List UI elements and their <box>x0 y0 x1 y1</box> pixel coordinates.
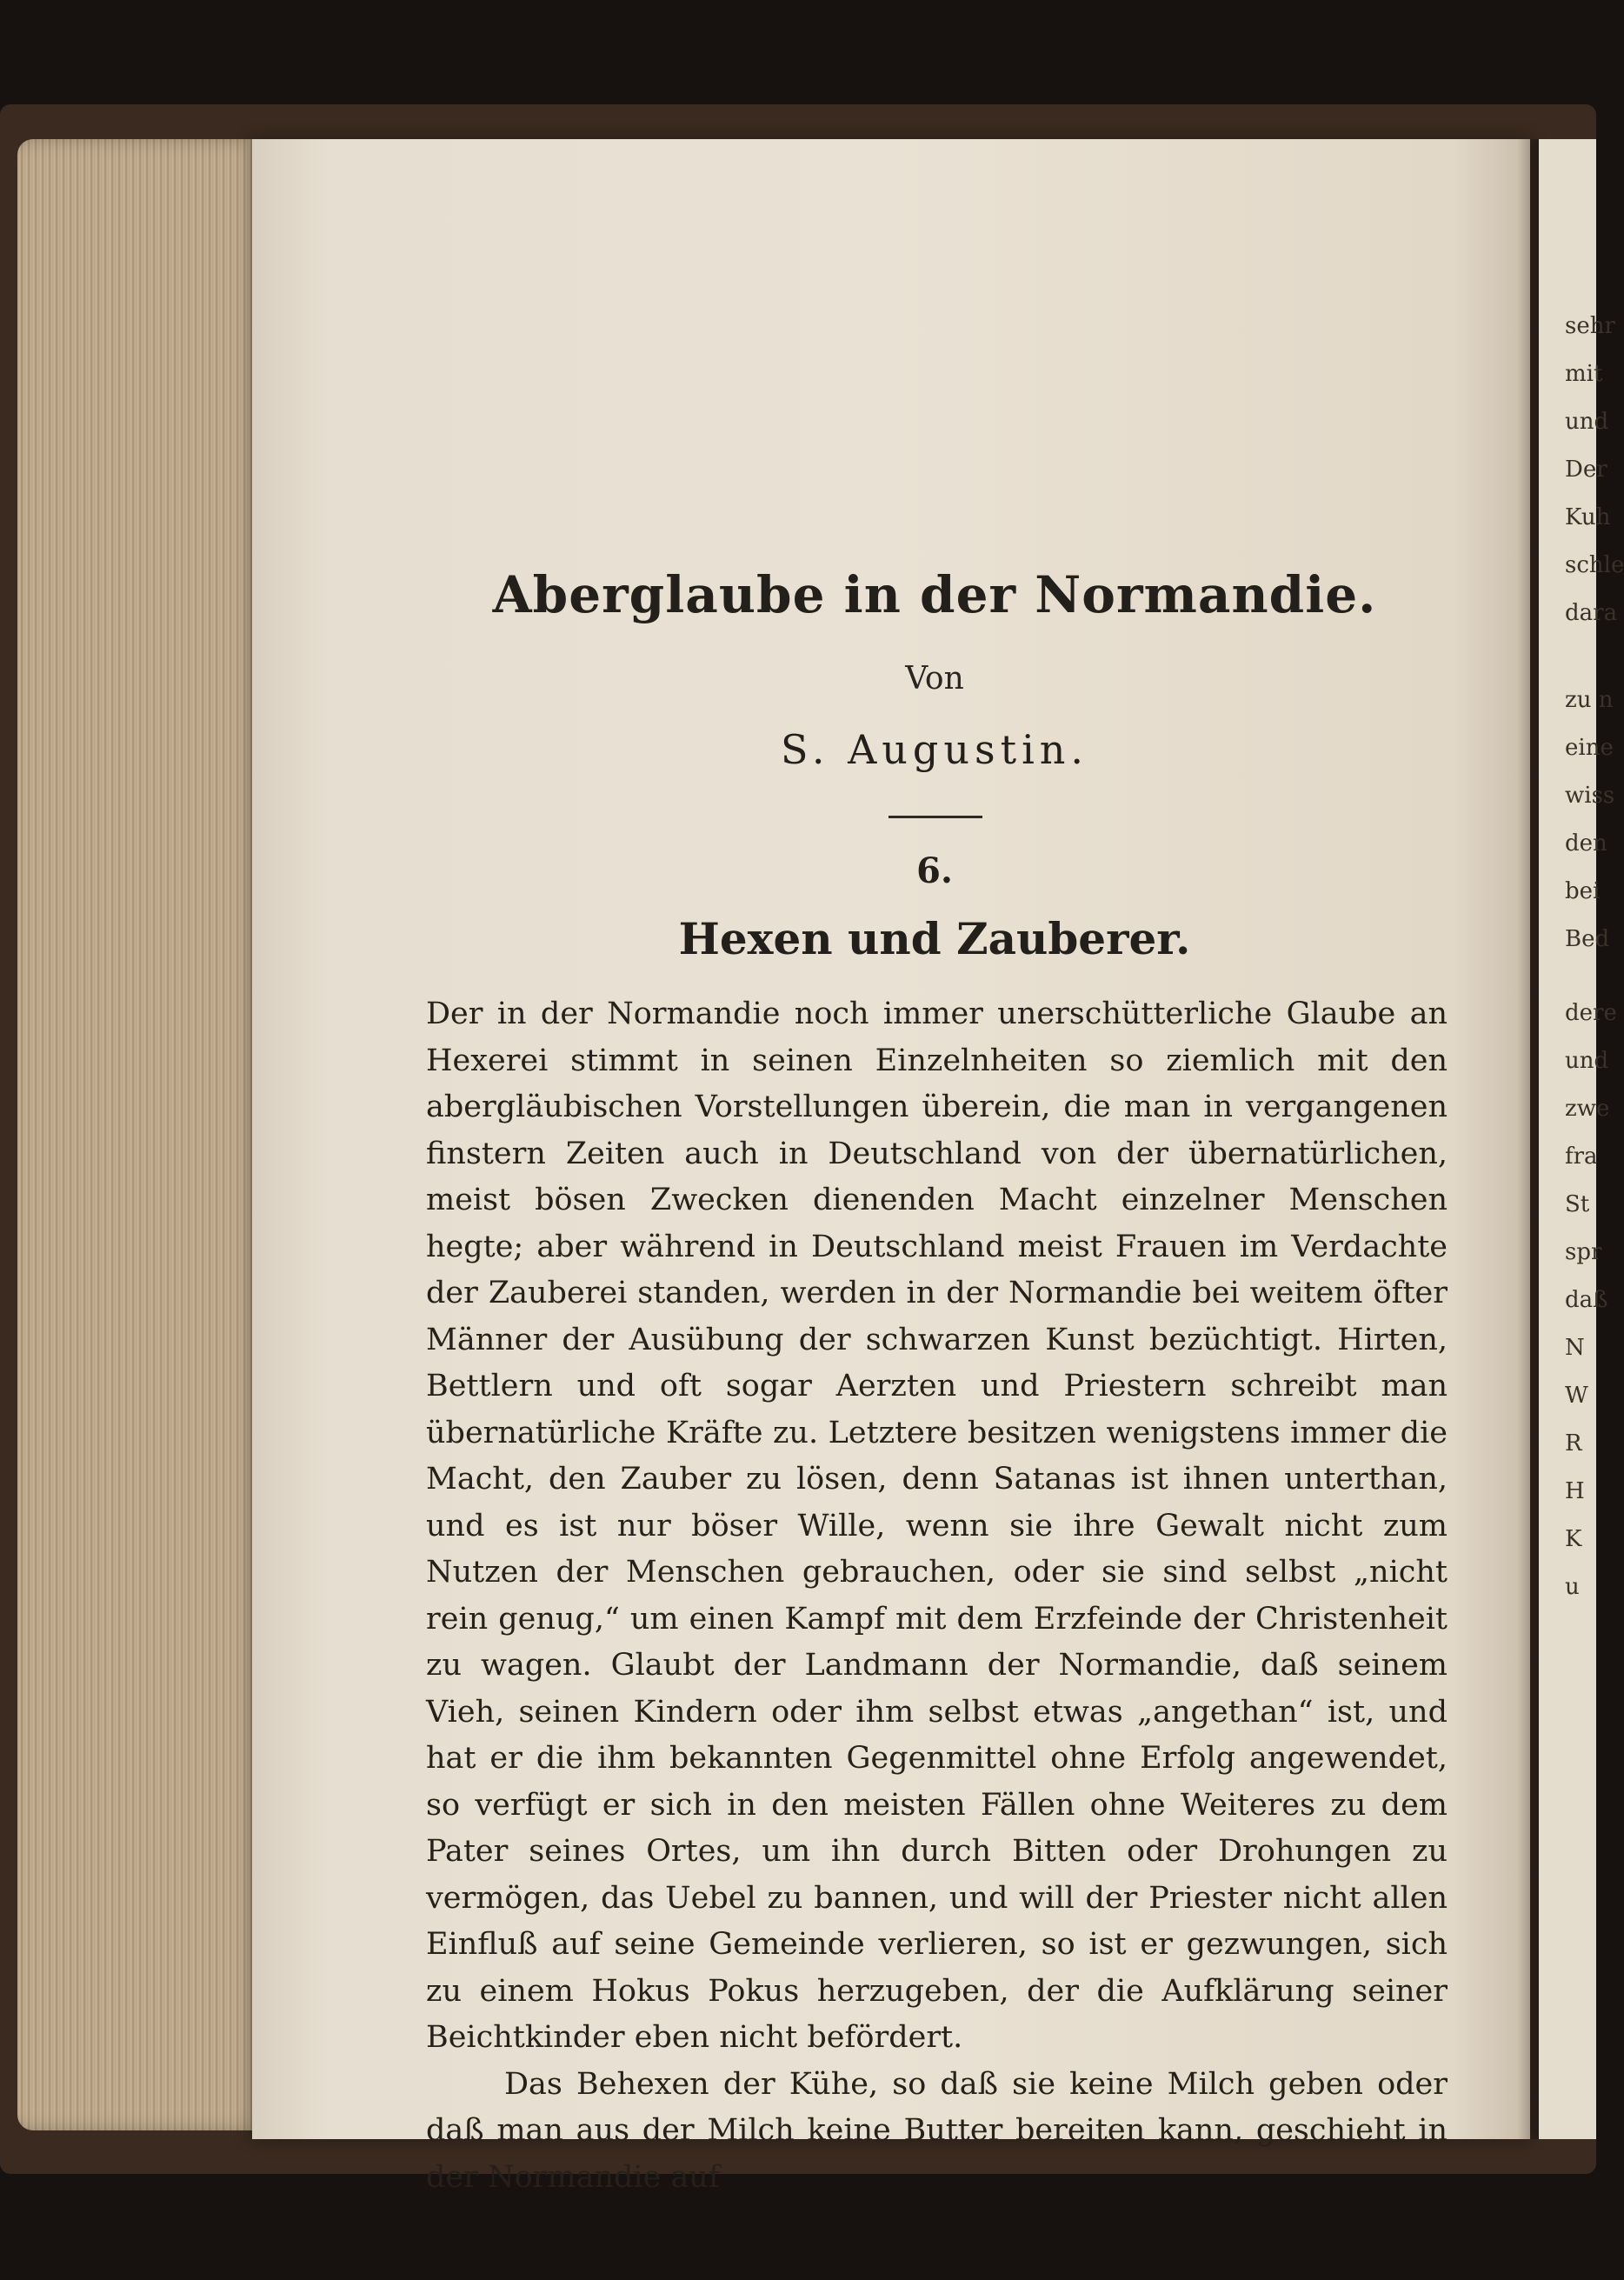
article-title: Aberglaube in der Normandie. <box>492 565 1377 624</box>
facing-page-word: N <box>1565 1335 1585 1361</box>
facing-page-word: Der <box>1565 457 1607 483</box>
facing-page-word: zu n <box>1565 687 1614 713</box>
facing-page-word: dara <box>1565 600 1618 626</box>
facing-page-word: u <box>1565 1574 1580 1600</box>
bleed-through-header <box>782 235 1182 270</box>
facing-page-word: sehr <box>1565 313 1615 339</box>
paragraph: Das Behexen der Kühe, so daß sie keine Milch geben oder daß man aus der Milch keine Butter bereiten kann, geschieht in der Normandie auf <box>426 2066 1448 2195</box>
facing-page-word: zwe <box>1565 1096 1610 1122</box>
facing-page-word: fra <box>1565 1143 1598 1170</box>
facing-page-word: und <box>1565 1048 1609 1074</box>
body-text <box>426 991 1448 2201</box>
section-number: 6. <box>916 850 953 891</box>
paragraph: Der in der Normandie noch immer unerschütterliche Glaube an Hexerei stimmt in seinen Einzelnheiten so ziemlich mit den abergläubischen Vorstellungen überein, die man in vergangenen finstern Zeiten auch in Deutschland von der übernatürlichen, meist bösen Zwecken dienenden Macht einzelner Menschen hegte; aber während in Deutschland meist Frauen im Verdachte der Zauberei standen, werden in der Normandie bei weitem öfter Männer der Ausübung der schwarzen Kunst bezüchtigt. Hirten, Bettlern und oft sogar Aerzten und Priestern schreibt man übernatürliche Kräfte zu. Letztere besitzen wenigstens immer die Macht, den Zauber zu lösen, denn Satanas ist ihnen unterthan, und es ist nur böser Wille, wenn sie ihre Gewalt nicht zum Nutzen der Menschen gebrauchen, oder sie sind selbst „nicht rein genug,“ um einen Kampf mit dem Erzfeinde der Christenheit zu wagen. Glaubt der Landmann der Normandie, daß seinem Vieh, seinen Kindern oder ihm selbst etwas „angethan“ ist, und hat er die ihm bekannten Gegenmittel ohne Erfolg angewendet, so verfügt er sich in den meisten Fällen ohne Weiteres zu dem Pater seines Ortes, um ihn durch Bitten oder Drohungen zu vermögen, das Uebel zu bannen, und will der Priester nicht allen Einfluß auf seine Gemeinde verlieren, so ist er gezwungen, sich zu einem Hokus Pokus herzugeben, der die Aufklärung seiner Beichtkinder eben nicht befördert. <box>426 997 1448 2055</box>
facing-page-word: wiss <box>1565 783 1615 809</box>
title-divider <box>889 816 982 818</box>
facing-page-word: K <box>1565 1526 1582 1552</box>
facing-page-word: Kuh <box>1565 504 1611 530</box>
facing-page <box>1539 139 1624 2139</box>
byline-prefix: Von <box>905 661 964 697</box>
page-edges <box>17 139 265 2130</box>
facing-page-word: Bed <box>1565 926 1610 952</box>
facing-page-word: den <box>1565 830 1607 857</box>
facing-page-word: eine <box>1565 735 1614 761</box>
facing-page-word: bei <box>1565 878 1601 904</box>
author-name: S. Augustin. <box>780 726 1089 773</box>
facing-page-word: mit <box>1565 361 1603 387</box>
facing-page-word: daß <box>1565 1287 1608 1313</box>
facing-page-word: W <box>1565 1383 1588 1409</box>
section-title: Hexen und Zauberer. <box>678 913 1191 964</box>
facing-page-word: St <box>1565 1191 1590 1217</box>
facing-page-word: dere <box>1565 1000 1617 1026</box>
facing-page-word: R <box>1565 1430 1582 1457</box>
facing-page-word: spr <box>1565 1239 1602 1265</box>
facing-page-word: H <box>1565 1478 1585 1504</box>
facing-page-word: und <box>1565 409 1609 435</box>
facing-page-word: schle <box>1565 552 1624 578</box>
